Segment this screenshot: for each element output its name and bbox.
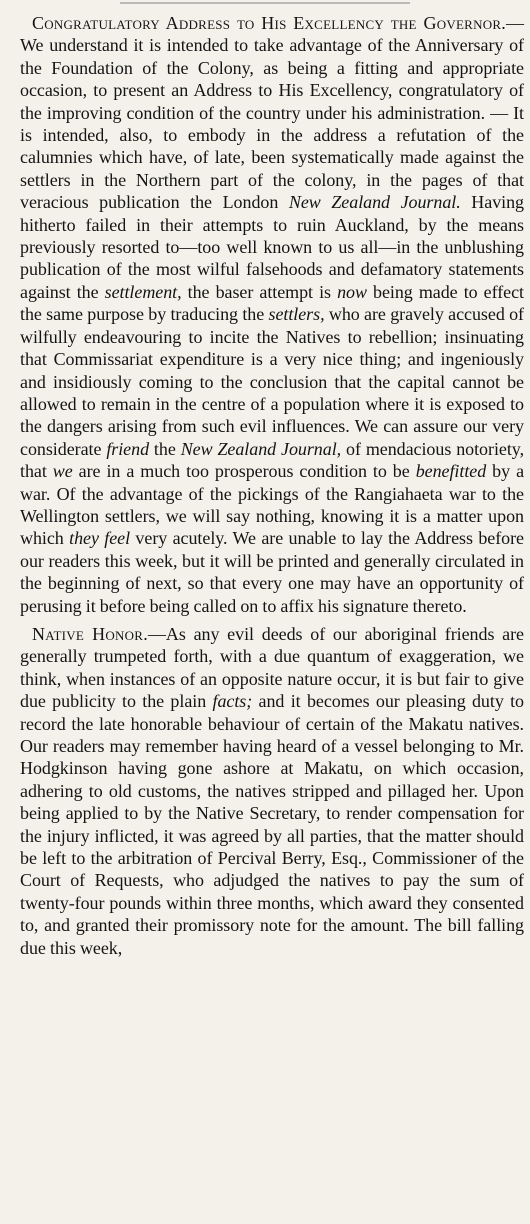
italic-phrase: settlement, bbox=[104, 281, 182, 302]
article-congratulatory-address bbox=[20, 12, 524, 617]
italic-phrase: New Zealand Journal. bbox=[288, 192, 461, 213]
italic-phrase: benefitted bbox=[415, 461, 487, 482]
text-run: the bbox=[149, 438, 181, 459]
italic-phrase: friend bbox=[106, 438, 150, 459]
italic-phrase: they feel bbox=[69, 528, 131, 549]
italic-phrase: now bbox=[337, 281, 367, 302]
italic-phrase: settlers, bbox=[268, 304, 325, 325]
text-run: the baser attempt is bbox=[181, 281, 338, 302]
text-run: —We understand it is intended to take advantage of the Anniversary of the Foundation of the Colony, as being a fitting and appropriate occasion, to present an Address to His Excellency, congratulatory of the improving condition of the country under his administration. — It is intended, also, to embody in the address a refutation of the calumnies which have, of late, been systematically made against the settlers in the Northern part of the colony, in the pages of that veracious publication the London bbox=[20, 13, 524, 213]
text-run: by a war. Of the advantage of the pickings of the Rangiahaeta war to the Wellington settlers, we will say nothing, knowing it is a matter upon which bbox=[20, 461, 525, 549]
text-run: Having hitherto failed in their attempts to ruin Auckland, by the means previously resorted to—too well known to us all—in the unblushing publication of the most wilful falsehoods and defamatory statements against the bbox=[20, 192, 524, 302]
article-heading: Native Honor. bbox=[32, 623, 148, 644]
italic-phrase: facts; bbox=[212, 691, 253, 712]
italic-phrase: we bbox=[52, 461, 73, 482]
text-run: who are gravely accused of wilfully endeavouring to incite the Natives to rebellion; insinuating that Commissariat expenditure is a very nice thing; and ingeniously and insidiously coming to the conclusion that the capital cannot be allowed to remain in the centre of a population where it is exposed to the dangers arising from such evil influences. We can assure our very considerate bbox=[20, 304, 524, 459]
text-run: very acutely. We are unable to lay the Address before our readers this week, but it will be printed and generally circulated in the beginning of next, so that every one may have an opportunity of perusing it before being called on to affix his signature thereto. bbox=[20, 528, 524, 616]
text-run: —As any evil deeds of our aboriginal friends are generally trumpeted forth, with a due quantum of exaggeration, we think, when instances of an opposite nature occur, it is but fair to give due publicity to the plain bbox=[20, 623, 524, 712]
text-run: are in a much too prosperous condition to be bbox=[72, 461, 416, 482]
column-top-rule bbox=[120, 2, 410, 4]
article-native-honor bbox=[20, 623, 524, 959]
article-heading: Congratulatory Address to His Excellency the Governor. bbox=[32, 13, 507, 33]
italic-phrase: New Zealand Journal, bbox=[180, 438, 342, 459]
article-body bbox=[20, 13, 524, 616]
article-body bbox=[20, 624, 524, 958]
text-run: of mendacious notoriety, that bbox=[20, 438, 525, 482]
text-run: and it becomes our pleasing duty to record the late honorable behaviour of certain of the Makatu natives. Our readers may remember having heard of a vessel belonging to Mr. Hodgkinson having gone ashore at Makatu, on which occasion, adhering to old customs, the natives stripped and pillaged her. Upon being applied to by the Native Secretary, to render compensation for the injury inflicted, it was agreed by all parties, that the matter should be left to the arbitration of Percival Berry, Esq., Commissioner of the Court of Requests, who adjudged the natives to pay the sum of twenty-four pounds within three months, which award they consented to, and granted their promissory note for the amount. The bill falling due this week, bbox=[20, 691, 525, 958]
text-run: being made to effect the same purpose by traducing the bbox=[20, 281, 525, 325]
